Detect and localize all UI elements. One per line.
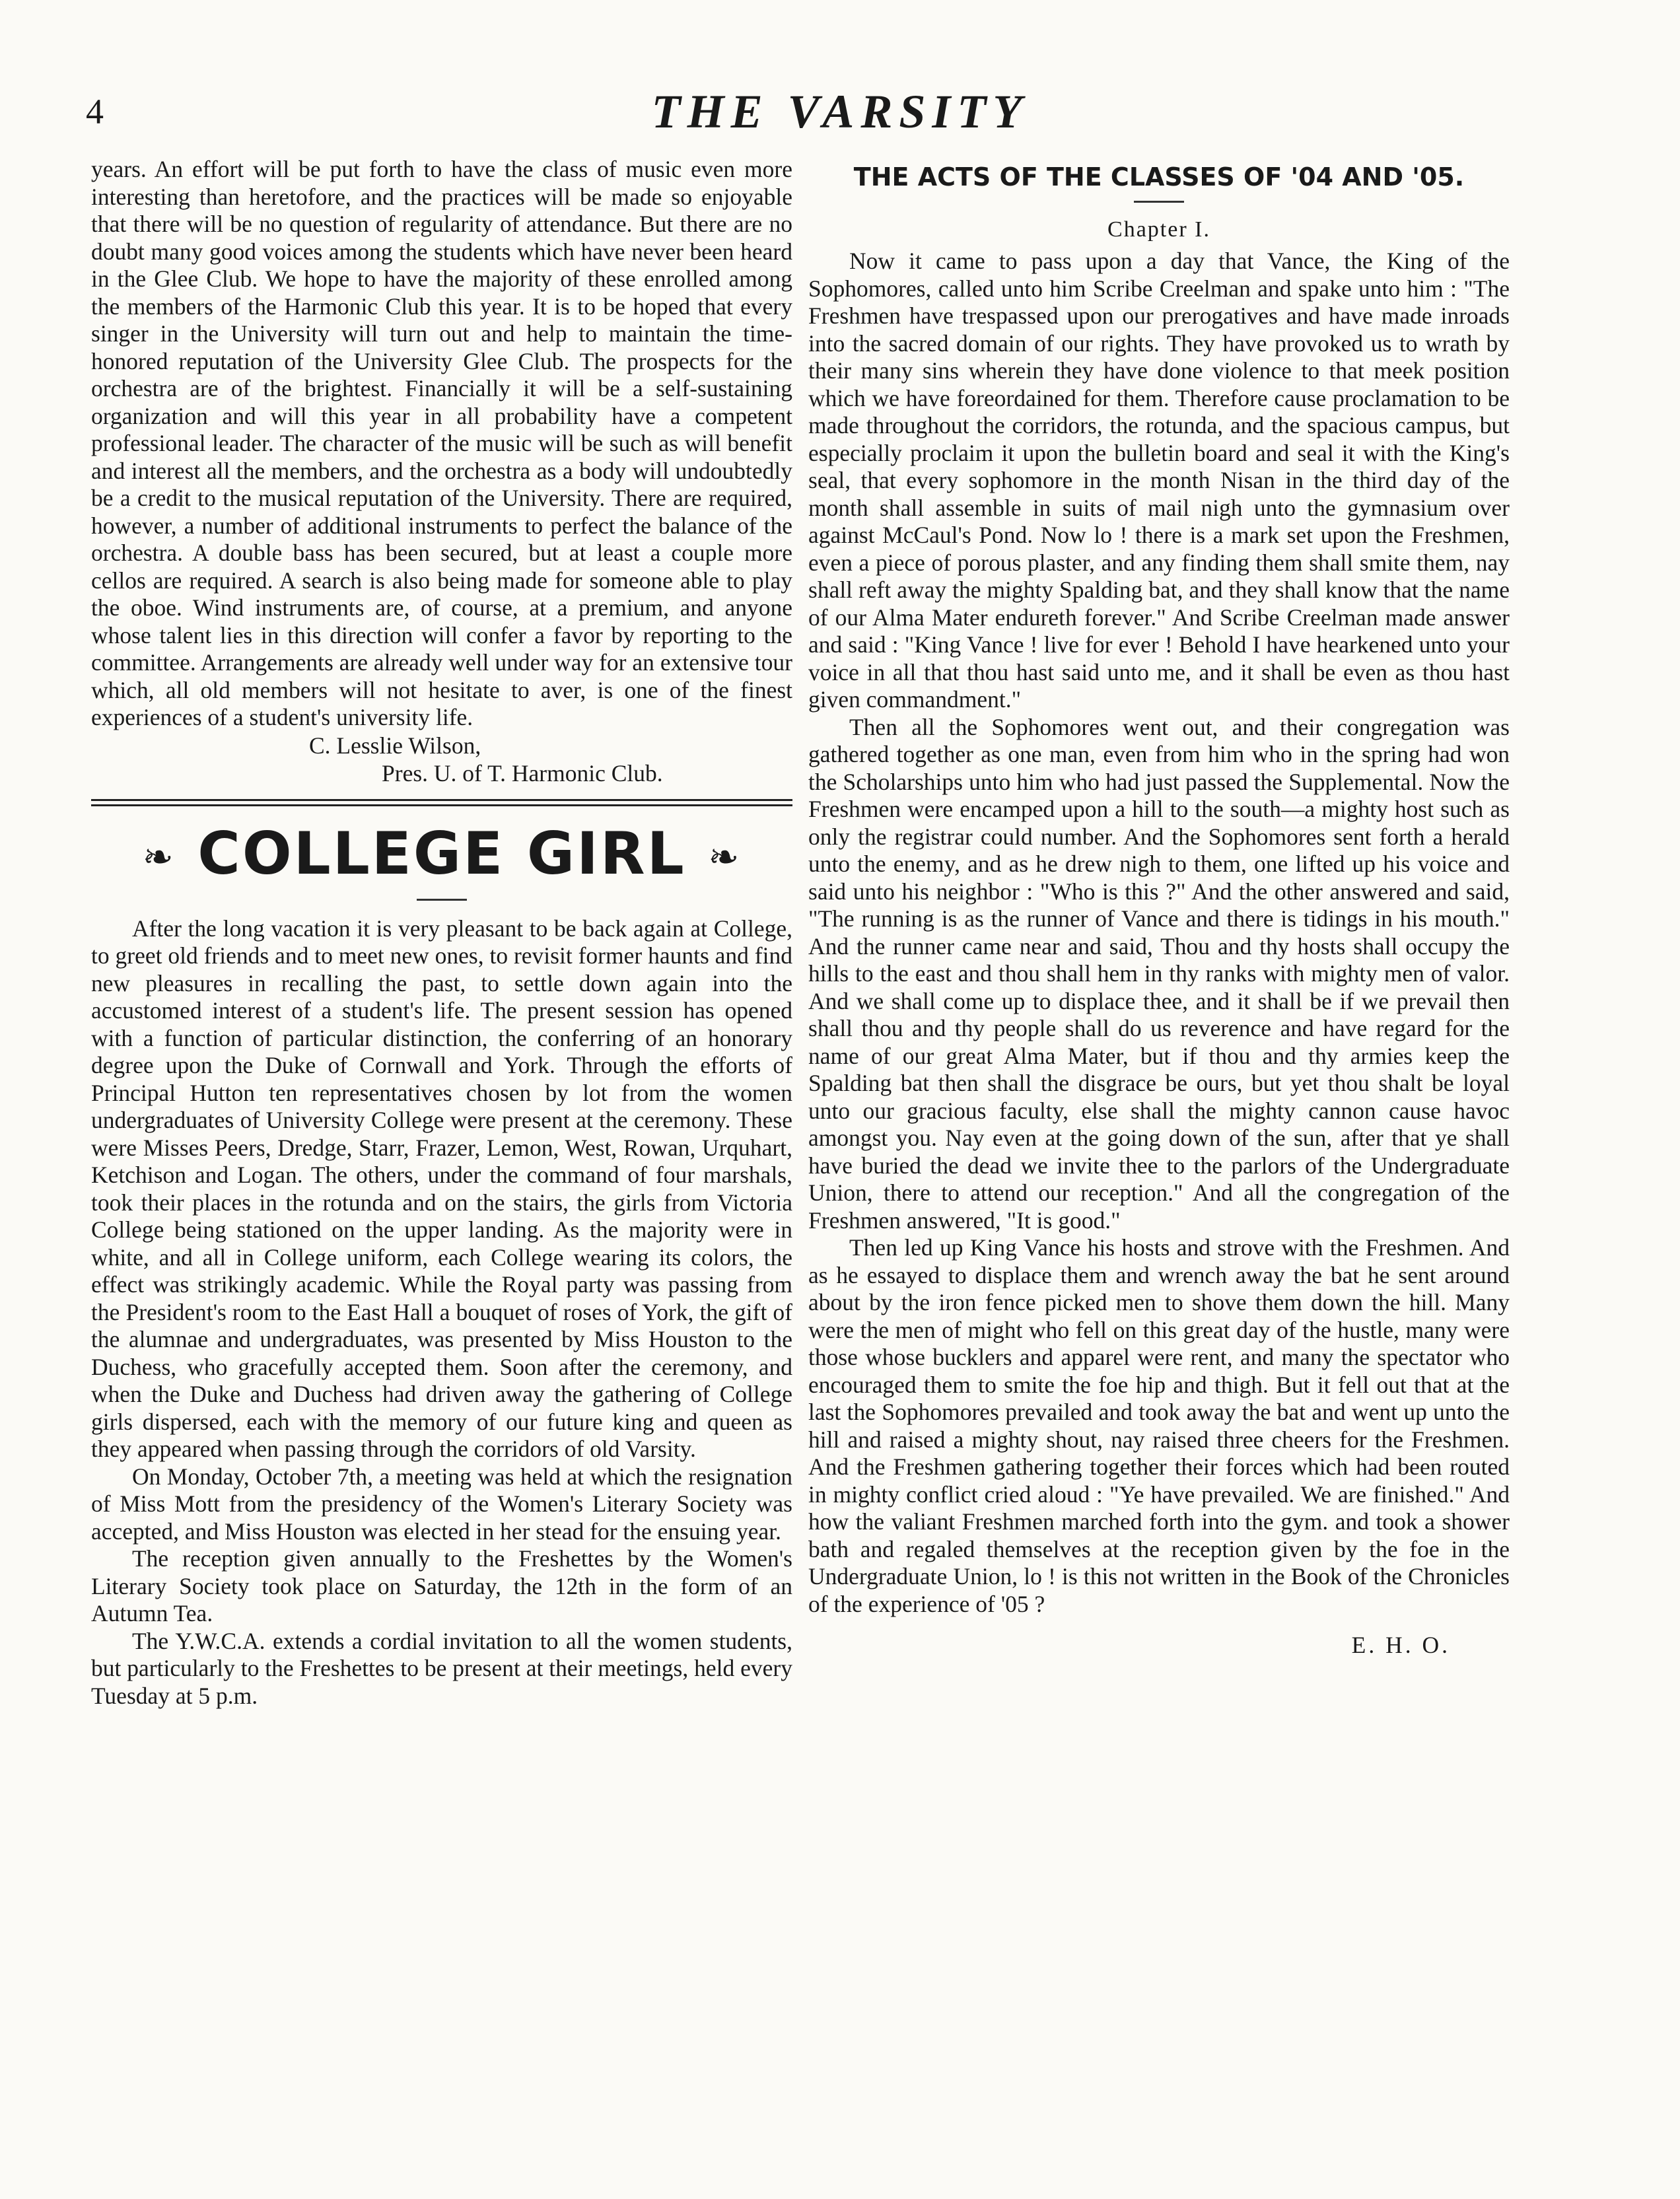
short-rule — [417, 899, 467, 901]
ornament-right-icon: ❧ — [708, 835, 742, 879]
college-girl-paragraph: After the long vacation it is very pleasant to be back again at College, to greet old friends and to meet new ones, to revisit former haunts and find new pleasures in recalling the past, to settle down again into the accustomed interest of a student's life. The present session has opened with a function of particular distinction, the conferring of an honorary degree upon the Duke of Cornwall and York. Through the efforts of Principal Hutton ten representatives chosen by lot from the women undergraduates of University College were present at the ceremony. These were Misses Peers, Dredge, Starr, Frazer, Lemon, West, Rowan, Urquhart, Ketchison and Logan. The others, under the command of four marshals, took their places in the rotunda and on the stairs, the girls from Victoria College being stationed on the upper landing. As the majority were in white, and all in College uniform, each College wearing its colors, the effect was strikingly academic. While the Royal party was passing from the President's room to the East Hall a bouquet of roses of York, the gift of the alumnae and undergraduates, was presented by Miss Houston to the Duchess, who gracefully accepted them. Soon after the ceremony, and when the Duke and Duchess had driven away the gathering of College girls dispersed, each with the memory of our future king and queen as they appeared when passing through the corridors of old Varsity. — [91, 915, 792, 1463]
acts-heading: THE ACTS OF THE CLASSES OF '04 AND '05. — [853, 162, 1465, 192]
acts-paragraph: Then all the Sophomores went out, and their congregation was gathered together as one man, even from him who in the spring had won the Scholarships unto him who had just passed the Supplemental. Now the Freshmen were encamped upon a hill to the south—a mighty host such as only the registrar could number. And the Sophomores sent forth a herald unto the enemy, and as he drew nigh to them, one lifted up his voice and said unto his neighbor : "Who is this ?" And the other answered and said, "The running is as the runner of Vance and there is tidings in his mouth." And the runner came near and said, Thou and thy hosts shall occupy the hills to the east and thou shall hem in thy ranks with mighty men of valor. And we shall come up to displace thee, and it shall be if we prevail then shall thou and thy people shall do us reverence and have regard for the name of our great Alma Mater, but if thou and thy armies keep the Spalding bat then shall the disgrace be ours, but yet thou shalt be loyal unto our gracious faculty, else shall the mighty cannon cause havoc amongst you. Nay even at the going down of the sun, after that ye shall have buried the dead we invite thee to the parlors of the Undergraduate Union, there to attend our reception." And all the congregation of the Freshmen answered, "It is good." — [808, 713, 1510, 1234]
college-girl-paragraph: On Monday, October 7th, a meeting was held at which the resignation of Miss Mott from the presidency of the Women's Literary Society was accepted, and Miss Houston was elected in her stead for the ensuing year. — [91, 1463, 792, 1545]
harmonic-club-paragraph: years. An effort will be put forth to have the class of music even more interesting than heretofore, and the practices will be made so enjoyable that there will be no question of regularity of attendance. But there are no doubt many good voices among the students which have never been heard in the Glee Club. We hope to have the majority of these enrolled among the members of the Harmonic Club this year. It is to be hoped that every singer in the University will turn out and help to maintain the time-honored reputation of the University Glee Club. The prospects for the orchestra are of the brightest. Financially it will be a self-sustaining organization and will this year in all probability have a competent professional leader. The character of the music will be such as will benefit and interest all the members, and the orchestra as a body will undoubtedly be a credit to the musical reputation of the University. There are required, however, a number of additional instruments to perfect the balance of the orchestra. A double bass has been secured, but at least a couple more cellos are required. A search is also being made for someone able to play the oboe. Wind instruments are, of course, at a premium, and anyone whose talent lies in this direction will confer a favor by reporting to the committee. Arrangements are already well under way for an extensive tour which, all old members will not hesitate to aver, is one of the finest experiences of a student's university life. — [91, 156, 792, 730]
college-girl-title: COLLEGE GIRL — [197, 819, 686, 888]
signature-name: C. Lesslie Wilson, — [309, 732, 481, 759]
acts-paragraph: Then led up King Vance his hosts and strove with the Freshmen. And as he essayed to displace them and wrench away the bat he sent around about by the iron fence picked men to shove them down the hill. Many were the men of might who fell on this great day of the hustle, many were those whose bucklers and apparel were rent, and many the spectator who encouraged them to smite the foe hip and thigh. But it fell out that at the last the Sophomores prevailed and took away the bat and went up unto the hill and raised a mighty shout, nay raised three cheers for the Freshmen. And the Freshmen gathering together their forces which had been routed in mighty conflict cried aloud : "Ye have prevailed. We are finished." And how the valiant Freshmen marched forth into the gym. and took a shower bath and regaled themselves at the reception given by the foe in the Undergraduate Union, lo ! is this not written in the Book of the Chronicles of the experience of '05 ? — [808, 1234, 1510, 1617]
college-girl-paragraph: The reception given annually to the Freshettes by the Women's Literary Society took place on Saturday, the 12th in the form of an Autumn Tea. — [91, 1545, 792, 1627]
chapter-heading: Chapter I. — [1107, 217, 1210, 242]
masthead: THE VARSITY — [651, 85, 1029, 138]
acts-paragraph: Now it came to pass upon a day that Vance, the King of the Sophomores, called unto him Scribe Creelman and spake unto him : "The Freshmen have trespassed upon our prerogatives and have made inroads into the sacred domain of our rights. They have provoked us to wrath by their many sins wherein they have done violence to that meek position which we have foreordained for them. Therefore cause proclamation to be made throughout the corridors, the rotunda, and the spacious campus, but especially proclaim it upon the bulletin board and seal it with the King's seal, that every sophomore in the month Nisan in the third day of the month shall assemble in suits of mail nigh unto the gymnasium over against McCaul's Pond. Now lo ! there is a mark set upon the Freshmen, even a piece of porous plaster, and any finding them shall smite them, nay shall reft away the mighty Spalding bat, and they shall know that the name of our Alma Mater endureth forever." And Scribe Creelman made answer and said : "King Vance ! live for ever ! Behold I have hearkened unto your voice in all that thou hast said unto me, and it shall be even as thou hast given commandment." — [808, 248, 1510, 713]
short-rule — [1134, 201, 1184, 203]
section-divider — [91, 799, 792, 806]
ornament-left-icon: ❧ — [142, 835, 176, 879]
author-initials: E. H. O. — [1351, 1632, 1450, 1658]
college-girl-heading — [91, 821, 792, 891]
page-number: 4 — [86, 92, 104, 131]
left-column — [91, 156, 792, 1710]
signature-title: Pres. U. of T. Harmonic Club. — [382, 759, 663, 786]
college-girl-paragraph: The Y.W.C.A. extends a cordial invitation to all the women students, but particularly to the Freshettes to be present at their meetings, held every Tuesday at 5 p.m. — [91, 1627, 792, 1709]
right-column — [808, 156, 1510, 1659]
